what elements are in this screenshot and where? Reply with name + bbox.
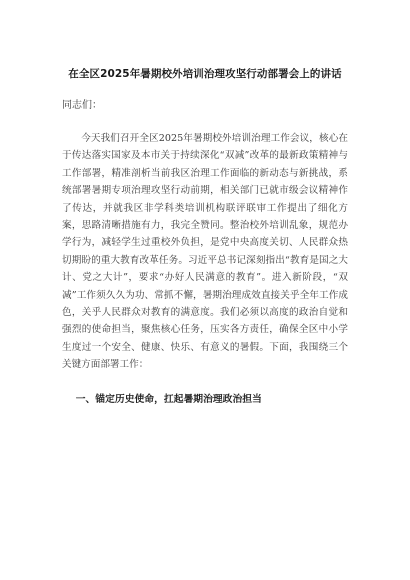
section-heading: 一、锚定历史使命，扛起暑期治理政治担当 xyxy=(75,393,262,405)
salutation: 同志们： xyxy=(62,100,102,111)
document-title: 在全区2025年暑期校外培训治理攻坚行动部署会上的讲话 xyxy=(68,68,342,80)
body-paragraph: 今天我们召开全区2025年暑期校外培训治理工作会议，核心在于传达落实国家及本市关于持续深化“双减”改革的最新政策精神与工作部署，精准剖析当前我区治理工作面临的新动态与新挑战，系统部署暑期专项治理攻坚行动前期，相关部门已就市级会议精神作了传达，并就我区非学科类培训机构联评联审工作提出了细化方案，思路清晰措施有力，我完全赞同。整治校外培训乱象，规范办学行为，减轻学生过重校外负担，是党中央高度关切、人民群众热切期盼的重大教育改革任务。习近平总书记深刻指出“教育是国之大计、党之大计”，要求“办好人民满意的教育”。进入新阶段，“双减”工作须久久为功、常抓不懈，暑期治理成效直接关乎全年工作成色，关乎人民群众对教育的满意度。我们必须以高度的政治自觉和强烈的使命担当，聚焦核心任务，压实各方责任，确保全区中小学生度过一个安全、健康、快乐、有意义的暑假。下面，我围绕三个关键方面部署工作： xyxy=(62,133,348,371)
